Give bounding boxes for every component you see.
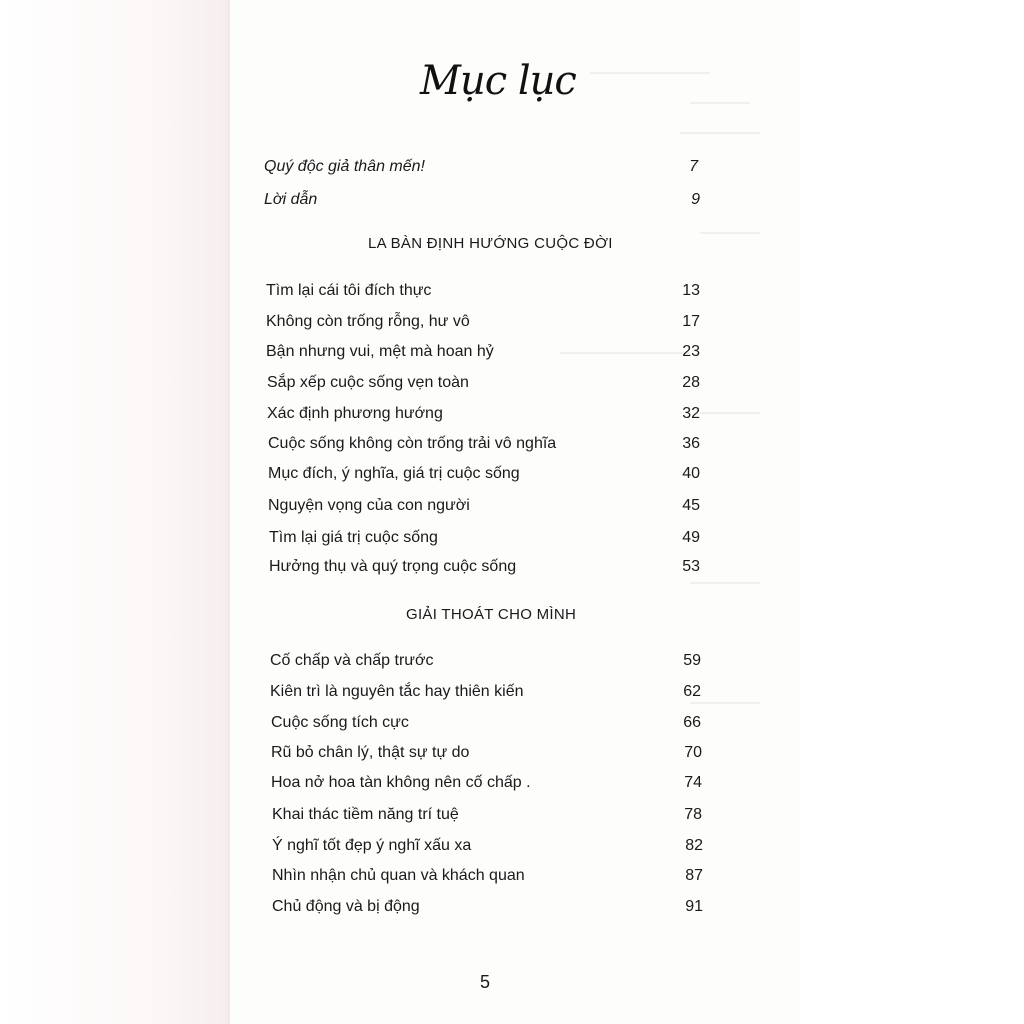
entry-page: 87: [685, 867, 703, 884]
entry-label: Cuộc sống không còn trống trải vô nghĩa: [268, 435, 557, 452]
entry-label: Kiên trì là nguyên tắc hay thiên kiến: [270, 683, 524, 700]
entry-page: 62: [683, 683, 701, 700]
entry-page: 40: [682, 465, 700, 482]
entry-page: 66: [683, 714, 701, 731]
list-item[interactable]: [0, 158, 1024, 184]
entry-page: 82: [685, 837, 703, 854]
entry-page: 9: [691, 191, 700, 208]
section-heading: GIẢI THOÁT CHO MÌNH: [406, 606, 577, 623]
entry-page: 17: [682, 313, 700, 330]
entry-page: 53: [682, 558, 700, 575]
entry-page: 36: [682, 435, 700, 452]
list-item[interactable]: [0, 744, 1024, 770]
entry-label: Tìm lại giá trị cuộc sống: [269, 529, 438, 546]
entry-label: Cố chấp và chấp trước: [270, 652, 434, 669]
entry-page: 74: [684, 774, 702, 791]
entry-label: Bận nhưng vui, mệt mà hoan hỷ: [266, 343, 494, 360]
list-item[interactable]: [0, 374, 1024, 400]
entry-page: 45: [682, 497, 700, 514]
entry-label: Nguyện vọng của con người: [268, 497, 470, 514]
entry-page: 28: [682, 374, 700, 391]
list-item[interactable]: [0, 465, 1024, 491]
entry-label: Lời dẫn: [264, 191, 318, 208]
entry-page: 7: [689, 158, 698, 175]
entry-label: Chủ động và bị động: [272, 898, 420, 915]
list-item[interactable]: [0, 652, 1024, 678]
entry-label: Khai thác tiềm năng trí tuệ: [272, 806, 459, 823]
entry-page: 78: [684, 806, 702, 823]
entry-label: Tìm lại cái tôi đích thực: [266, 282, 432, 299]
list-item[interactable]: [0, 774, 1024, 800]
entry-page: 70: [684, 744, 702, 761]
toc-title: Mục lục: [420, 58, 576, 104]
list-item[interactable]: [0, 435, 1024, 461]
entry-label: Xác định phương hướng: [267, 405, 443, 422]
entry-label: Mục đích, ý nghĩa, giá trị cuộc sống: [268, 465, 520, 482]
entry-page: 13: [682, 282, 700, 299]
list-item[interactable]: [0, 405, 1024, 431]
entry-label: Nhìn nhận chủ quan và khách quan: [272, 867, 525, 884]
section-heading: LA BÀN ĐỊNH HƯỚNG CUỘC ĐỜI: [368, 235, 613, 252]
entry-label: Rũ bỏ chân lý, thật sự tự do: [271, 744, 470, 761]
list-item[interactable]: [0, 191, 1024, 217]
list-item[interactable]: [0, 806, 1024, 832]
page-number: 5: [480, 972, 491, 992]
list-item[interactable]: [0, 529, 1024, 555]
list-item[interactable]: [0, 497, 1024, 523]
entry-label: Cuộc sống tích cực: [271, 714, 409, 731]
entry-label: Ý nghĩ tốt đẹp ý nghĩ xấu xa: [272, 837, 472, 854]
list-item[interactable]: [0, 867, 1024, 893]
list-item[interactable]: [0, 683, 1024, 709]
entry-label: Quý độc giả thân mến!: [264, 158, 425, 175]
list-item[interactable]: [0, 837, 1024, 863]
list-item[interactable]: [0, 313, 1024, 339]
list-item[interactable]: [0, 898, 1024, 924]
list-item[interactable]: [0, 282, 1024, 308]
list-item[interactable]: [0, 714, 1024, 740]
entry-page: 32: [682, 405, 700, 422]
entry-label: Hoa nở hoa tàn không nên cố chấp .: [271, 774, 531, 791]
entry-page: 59: [683, 652, 701, 669]
entry-label: Không còn trống rỗng, hư vô: [266, 313, 470, 330]
list-item[interactable]: [0, 558, 1024, 584]
entry-label: Hưởng thụ và quý trọng cuộc sống: [269, 558, 517, 575]
entry-page: 49: [682, 529, 700, 546]
list-item[interactable]: [0, 343, 1024, 369]
entry-label: Sắp xếp cuộc sống vẹn toàn: [267, 374, 469, 391]
entry-page: 23: [682, 343, 700, 360]
entry-page: 91: [685, 898, 703, 915]
